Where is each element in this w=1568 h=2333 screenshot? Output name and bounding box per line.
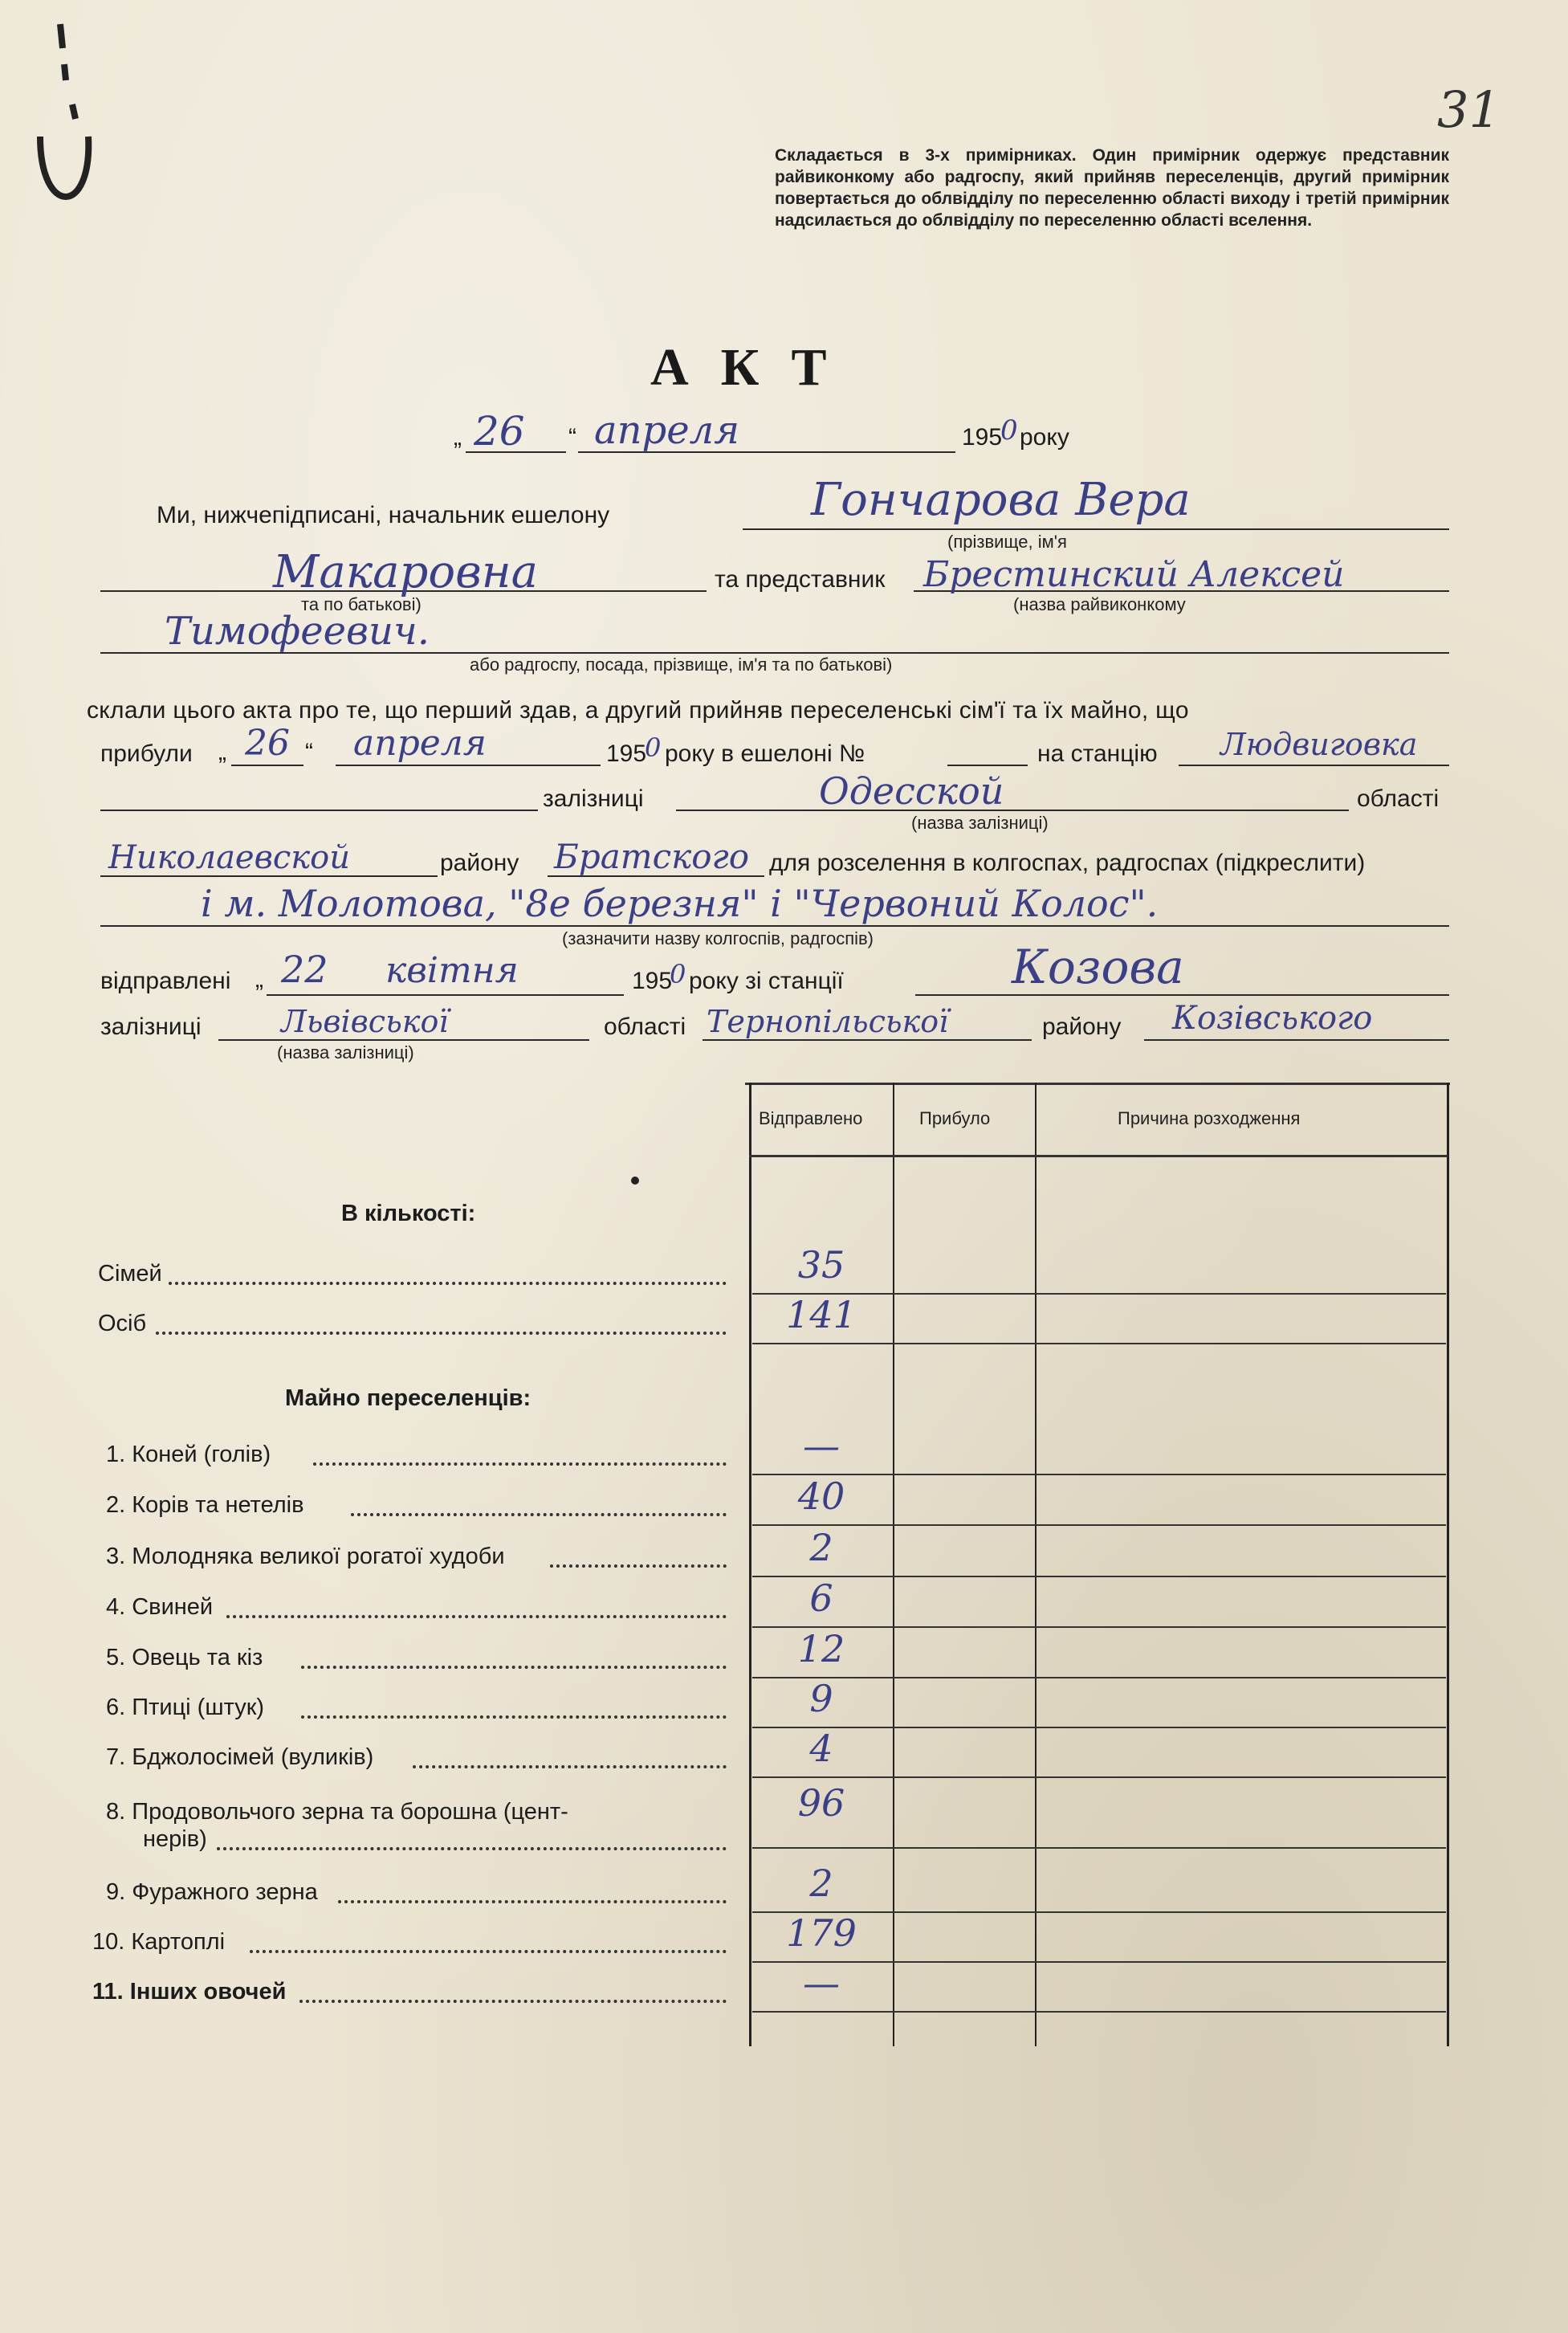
table-row-label: 3. Молодняка великої рогатої худоби [106,1544,505,1569]
arrived-label: прибули [100,740,193,767]
sent-value: — [803,1424,840,1467]
departure-station-label: року зі станції [689,968,844,994]
departure-district-label: району [1042,1014,1122,1040]
act-date-day: 26 [474,408,525,455]
arrival-district: Братского [554,837,750,876]
district-label: району [440,850,519,876]
collective-farms: і м. Молотова, "8е березня" і "Червоний Колос". [201,882,1159,925]
leader-dots [299,2000,727,2003]
departure-station: Козова [1012,940,1184,994]
departure-railway-label: залізниці [100,1014,202,1040]
departure-day: 22 [281,948,328,991]
region-label: області [1357,785,1440,812]
section-quantity: В кількості: [341,1201,476,1226]
table-row-label: 5. Овець та кіз [106,1645,263,1670]
departure-month: квітня [385,950,519,991]
leader-dots [169,1282,727,1285]
sent-value: 12 [797,1627,845,1670]
column-header-reason: Причина розходження [1118,1108,1301,1128]
table-row-label: 6. Птиці (штук) [106,1695,265,1720]
table-row-label: Осіб [98,1311,147,1336]
leader-dots [217,1847,727,1850]
sent-value: 179 [786,1911,857,1955]
folio-number: 31 [1437,80,1501,139]
sent-value: 141 [786,1293,857,1336]
leader-dots [301,1666,727,1669]
table-row-label: 8. Продовольчого зерна та борошна (цент- [106,1799,568,1825]
table-row-label: 11. Інших овочей [92,1979,287,2005]
sent-value: 2 [809,1526,833,1569]
act-date-year-prefix: 195 [962,424,1003,451]
representative-caption: або радгоспу, посада, прізвище, ім'я та по батькові) [470,655,893,675]
document-page: 31 Складається в 3-х примірниках. Один примірник одержує представник райвиконкому або радгоспу, який прийняв переселенців, другий примірник повертається до облвідділу по переселенню області виходу і третій примірник надсилається до облвідділу по переселенню області вселення. АКТ „ 26 “ апреля 195 0 року Ми, нижчепідписані, начальник ешелону Гончарова Вера (прізвище, ім'я Макаровна та по батькові) та представник Брестинский Алексей (назва райвиконкому Тимофеевич. або радгоспу, посада, прізвище, ім'я та по батькові) склали цього акта про те, що перший здав, а другий прийняв переселенські сім'ї та їх майно, що прибули „ 26 “ апреля 195 0 року в ешелоні № на станцію Людвиговка залізниці Одесской (назва залізниці) області Николаевской району Братского для розселення в колгоспах, радгоспах (підкреслити) і м. Молотова, "8е березня" і "Червоний Колос". (зазначити назву колгоспів, радгоспів) відправлені „ 22 квітня 195 0 року зі станції Козова залізниці Львівської (назва залізниці) області Тернопільської району Козівського Відправлено Прибуло Причина розходження В кількості: Майно переселенців: Сімей 35 Осіб 141 1. Коней (голів) — 2. Корів та нетелів 40 3. Молодняка великої рогатої худоби 2 4. Свиней 6 5. Овець та кіз 12 6. Птиці (штук) 9 7. Бджолосімей (вуликів) 4 8. Продовольчого зерна та борошна (цент- нерів) 96 9. Фуражного зерна 2 10. Картоплі 179 11. Інших овочей — [0,0,1568,2333]
archive-mark-icon [24,16,96,209]
table-row-rule [752,2011,1446,2013]
arrival-day: 26 [245,723,290,764]
leader-dots [301,1715,727,1719]
arrival-station: Людвиговка [1220,727,1418,762]
station-label: на станцію [1037,740,1158,767]
sent-value: 6 [809,1576,833,1620]
departure-year-digit: 0 [670,959,686,989]
departure-region-label: області [604,1014,686,1040]
sent-label: відправлені [100,968,231,994]
table-row-label-continuation: нерів) [143,1826,207,1852]
sent-value: 4 [809,1727,833,1770]
arrival-month: апреля [353,723,487,764]
sent-value: 9 [809,1677,833,1720]
departure-district: Козівського [1172,1000,1373,1037]
arrival-year-prefix: 195 [606,740,647,767]
departure-region: Тернопільської [707,1004,949,1039]
act-date-year-digit: 0 [1000,414,1018,447]
sent-value: 2 [809,1862,833,1905]
table-row-label: 10. Картоплі [92,1929,226,1955]
train-number-label: року в ешелоні № [665,740,865,767]
table-row-label: 7. Бджолосімей (вуликів) [106,1744,374,1770]
leader-dots [250,1950,727,1953]
commander-name-caption: (прізвище, ім'я [947,532,1067,552]
arrival-region: Николаевской [108,839,351,876]
departure-year-prefix: 195 [632,968,673,994]
departure-railway: Львівської [281,1004,449,1039]
table-row-rule [752,1776,1446,1778]
patronymic-caption: та по батькові) [301,594,422,614]
section-property: Майно переселенців: [285,1385,531,1411]
table-row-label: Сімей [98,1261,162,1287]
commander-name: Гончарова Вера [811,474,1191,526]
act-date-month: апреля [594,408,740,453]
sent-value: 40 [797,1474,845,1518]
leader-dots [351,1513,727,1516]
district-committee-caption: (назва райвиконкому [1013,594,1186,614]
representative-name: Брестинский Алексей [923,554,1345,595]
table-row-label: 2. Корів та нетелів [106,1492,304,1518]
leader-dots [226,1615,727,1618]
settlement-label: для розселення в колгоспах, радгоспах (підкреслити) [769,850,1366,876]
sent-value: 35 [797,1243,845,1287]
railway-caption: (назва залізниці) [911,813,1049,833]
column-header-arrived: Прибуло [919,1108,991,1128]
sent-value: 96 [797,1781,845,1825]
table-row-label: 1. Коней (голів) [106,1442,271,1467]
farms-caption: (зазначити назву колгоспів, радгоспів) [562,928,874,948]
commander-patronymic: Макаровна [273,546,538,598]
act-date-suffix: року [1020,424,1069,451]
leader-dots [156,1332,727,1335]
table-row-label: 4. Свиней [106,1594,214,1620]
commander-label: Ми, нижчепідписані, начальник ешелону [157,502,610,528]
table-row-rule [752,1343,1446,1344]
page-title: АКТ [650,338,859,397]
distribution-notice: Складається в 3-х примірниках. Один примірник одержує представник райвиконкому або радгоспу, який прийняв переселенців, другий примірник повертається до облвідділу по переселенню області виходу і третій примірник надсилається до облвідділу по переселенню області вселення. [775,146,1449,230]
arrival-year-digit: 0 [645,732,662,763]
departure-railway-caption: (назва залізниці) [277,1042,414,1062]
representative-patronymic: Тимофеевич. [165,609,430,654]
column-header-sent: Відправлено [759,1108,863,1128]
sent-value: — [803,1961,840,2005]
railway-label: залізниці [543,785,644,812]
leader-dots [313,1462,727,1466]
act-statement: склали цього акта про те, що перший здав, а другий прийняв переселенські сім'ї та їх майно, що [87,697,1189,724]
table-row-label: 9. Фуражного зерна [106,1879,318,1905]
representative-label: та представник [715,566,886,593]
leader-dots [413,1765,727,1768]
table-row-rule [752,1847,1446,1849]
leader-dots [338,1900,727,1903]
arrival-railway: Одесской [819,769,1004,813]
ink-dot [631,1177,639,1185]
leader-dots [550,1564,727,1568]
